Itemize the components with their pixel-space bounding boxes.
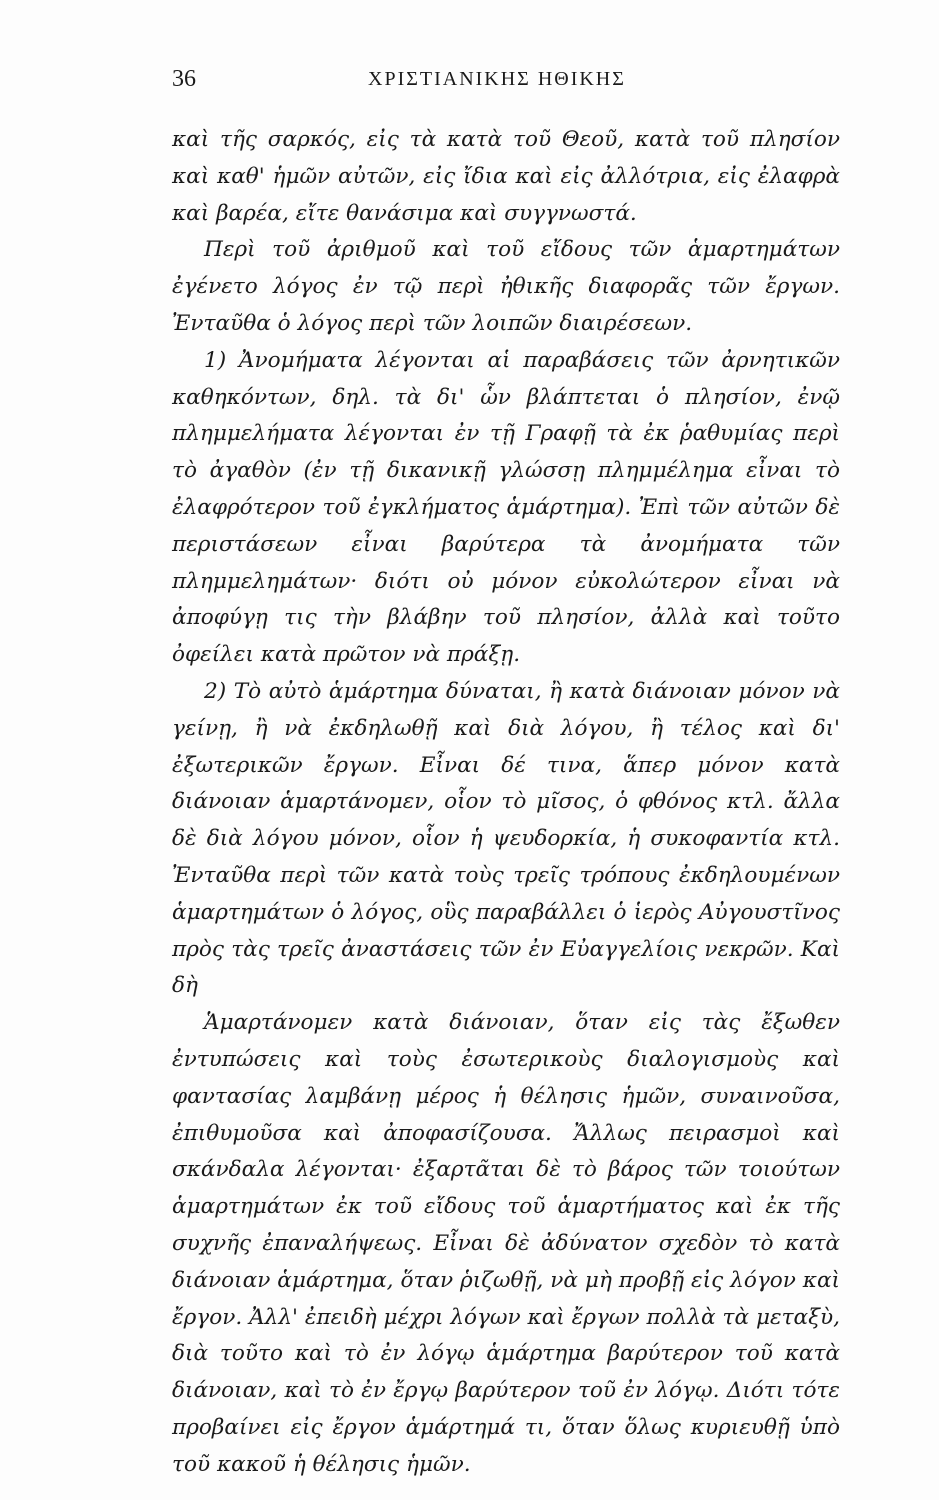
- running-head: [172, 66, 840, 106]
- paragraph-number-of-sins: Περὶ τοῦ ἀριθμοῦ καὶ τοῦ εἴδους τῶν ἁμαρτημάτων ἐγένετο λόγος ἐν τῷ περὶ ἠθικῆς διαφορᾶς τῶν ἔργων. Ἐνταῦθα ὁ λόγος περὶ τῶν λοιπῶν διαιρέσεων.: [172, 237, 840, 336]
- page-number: 36: [172, 66, 196, 92]
- paragraph-point-2: 2) Τὸ αὐτὸ ἁμάρτημα δύναται, ἢ κατὰ διάνοιαν μόνον νὰ γείνῃ, ἢ νὰ ἐκδηλωθῇ καὶ διὰ λόγου, ἢ τέλος καὶ δι' ἐξωτερικῶν ἔργων. Εἶναι δέ τινα, ἅπερ μόνον κατὰ διάνοιαν ἁμαρτάνομεν, οἷον τὸ μῖσος, ὁ φθόνος κτλ. ἄλλα δὲ διὰ λόγου μόνον, οἷον ἡ ψευδορκία, ἡ συκοφαντία κτλ. Ἐνταῦθα περὶ τῶν κατὰ τοὺς τρεῖς τρόπους ἐκδηλουμένων ἁμαρτημάτων ὁ λόγος, οὓς παραβάλλει ὁ ἱερὸς Αὐγουστῖνος πρὸς τὰς τρεῖς ἀναστάσεις τῶν ἐν Εὐαγγελίοις νεκρῶν. Καὶ δὴ: [172, 678, 840, 999]
- paragraph-sin-in-thought: Ἁμαρτάνομεν κατὰ διάνοιαν, ὅταν εἰς τὰς ἔξωθεν ἐντυπώσεις καὶ τοὺς ἐσωτερικοὺς διαλογισμοὺς καὶ φαντασίας λαμβάνῃ μέρος ἡ θέλησις ἡμῶν, συναινοῦσα, ἐπιθυμοῦσα καὶ ἀποφασίζουσα. Ἄλλως πειρασμοὶ καὶ σκάνδαλα λέγονται· ἐξαρτᾶται δὲ τὸ βάρος τῶν τοιούτων ἁμαρτημάτων ἐκ τοῦ εἴδους τοῦ ἁμαρτήματος καὶ ἐκ τῆς συχνῆς ἐπαναλήψεως. Εἶναι δὲ ἀδύνατον σχεδὸν τὸ κατὰ διάνοιαν ἁμάρτημα, ὅταν ῥιζωθῇ, νὰ μὴ προβῇ εἰς λόγον καὶ ἔργον. Ἀλλ' ἐπειδὴ μέχρι λόγων καὶ ἔργων πολλὰ τὰ μεταξὺ, διὰ τοῦτο καὶ τὸ ἐν λόγῳ ἁμάρτημα βαρύτερον τοῦ κατὰ διάνοιαν, καὶ τὸ ἐν ἔργῳ βαρύτερον τοῦ ἐν λόγῳ. Διότι τότε προβαίνει εἰς ἔργον ἁμάρτημά τι, ὅταν ὅλως κυριευθῇ ὑπὸ τοῦ κακοῦ ἡ θέλησις ἡμῶν.: [172, 1010, 840, 1477]
- running-title: ΧΡΙΣΤΙΑΝΙΚΗΣ ΗΘΙΚΗΣ: [368, 68, 626, 90]
- body-text: [172, 122, 840, 1483]
- paragraph-point-1: 1) Ἀνομήματα λέγονται αἱ παραβάσεις τῶν ἀρνητικῶν καθηκόντων, δηλ. τὰ δι' ὧν βλάπτεται ὁ πλησίον, ἐνῷ πλημμελήματα λέγονται ἐν τῇ Γραφῇ τὰ ἐκ ῥαθυμίας περὶ τὸ ἀγαθὸν (ἐν τῇ δικανικῇ γλώσσῃ πλημμέλημα εἶναι τὸ ἐλαφρότερον τοῦ ἐγκλήματος ἁμάρτημα). Ἐπὶ τῶν αὐτῶν δὲ περιστάσεων εἶναι βαρύτερα τὰ ἀνομήματα τῶν πλημμελημάτων· διότι οὐ μόνον εὐκολώτερον εἶναι νὰ ἀποφύγῃ τις τὴν βλάβην τοῦ πλησίον, ἀλλὰ καὶ τοῦτο ὀφείλει κατὰ πρῶτον νὰ πράξῃ.: [172, 347, 840, 668]
- paragraph-continuation: καὶ τῆς σαρκός, εἰς τὰ κατὰ τοῦ Θεοῦ, κατὰ τοῦ πλησίον καὶ καθ' ἡμῶν αὐτῶν, εἰς ἴδια καὶ εἰς ἀλλότρια, εἰς ἐλαφρὰ καὶ βαρέα, εἴτε θανάσιμα καὶ συγγνωστά.: [172, 127, 840, 226]
